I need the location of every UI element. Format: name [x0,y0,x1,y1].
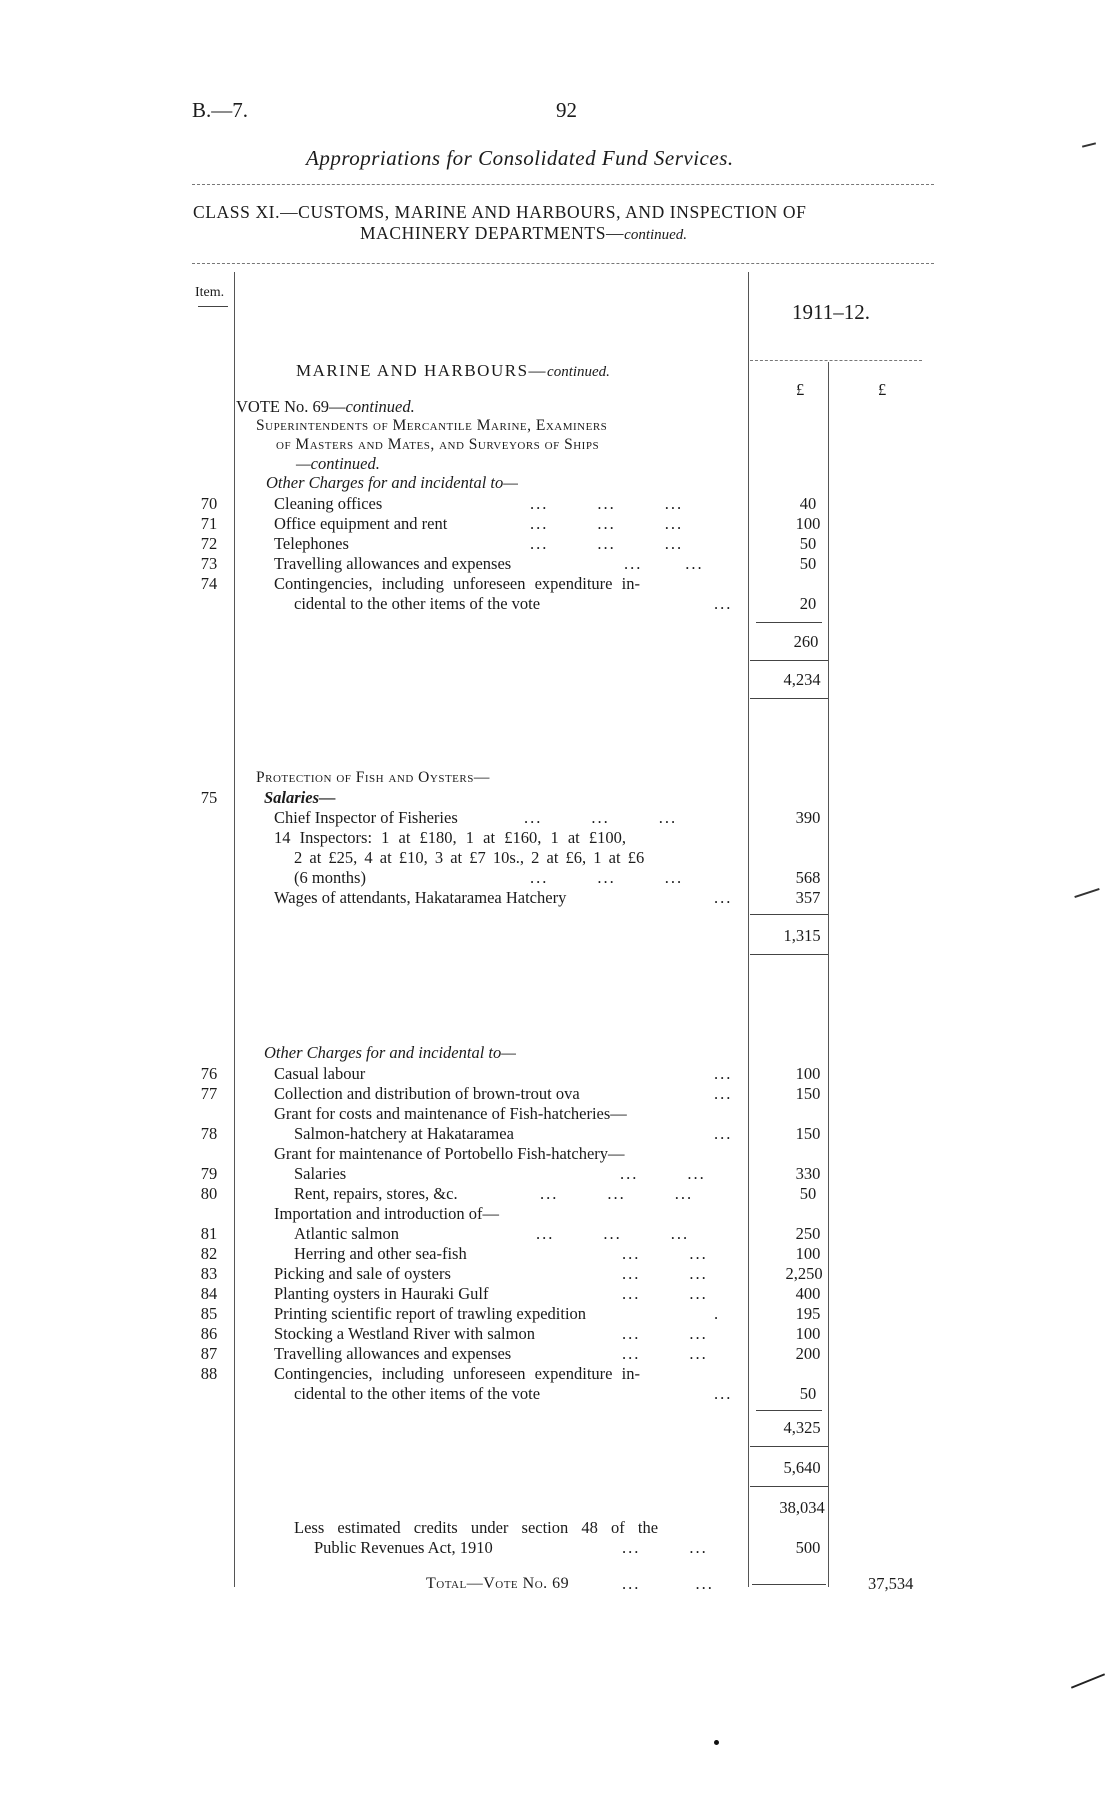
year-column-header: 1911–12. [792,300,870,324]
row-amount: 100 [795,1324,821,1343]
vote-total-label: Total—Vote No. 69 [426,1575,570,1592]
row-amount: 40 [799,494,817,513]
leader-dots: ... ... [624,554,704,573]
other-charges-subtotal-amount: 4,325 [783,1418,821,1437]
item-column-divider [234,272,235,1587]
leader-dots: ... [714,1064,733,1083]
row-description: Office equipment and rent [274,514,448,533]
fish-section-heading: Protection of Fish and Oysters— [256,769,490,786]
subtotal-rule [750,1446,828,1447]
currency-symbol-2: £ [878,380,887,399]
leader-dots: ... ... ... [536,1224,690,1243]
item-number: 85 [200,1304,218,1323]
item-header-rule [198,306,228,307]
subhead-line3: —continued. [296,454,380,473]
page-number: 92 [556,98,577,122]
row-amount: 200 [795,1344,821,1363]
row-description: Collection and distribution of brown-trout ova [274,1084,580,1103]
row-description: Rent, repairs, stores, &c. [294,1184,458,1203]
item-number: 76 [200,1064,218,1083]
item-number: 70 [200,494,218,513]
row-amount: 50 [799,534,817,553]
other-charges-heading-a: Other Charges for and incidental to— [266,473,518,492]
leader-dots: ... ... [620,1164,706,1183]
item-number: 84 [200,1284,218,1303]
subtotal-amount: 260 [793,632,819,651]
importation-heading: Importation and introduction of— [274,1204,499,1223]
vote-heading-text: VOTE No. 69— [236,397,346,416]
class-heading-line1: CLASS XI.—CUSTOMS, MARINE AND HARBOURS, AND INSPECTION OF [193,202,807,222]
row-description: Wages of attendants, Hakataramea Hatchery [274,888,567,907]
subtotal-rule [750,914,828,915]
gross-total-amount: 38,034 [779,1498,825,1517]
item-number: 78 [200,1124,218,1143]
item-number: 80 [200,1184,218,1203]
leader-dots: . [714,1304,721,1323]
row-amount: 100 [795,514,821,533]
row-description: Travelling allowances and expenses [274,554,512,573]
leader-dots: ... ... [622,1324,708,1343]
row-amount: 50 [799,554,817,573]
row-description-continued: cidental to the other items of the vote [294,1384,541,1403]
row-description: Travelling allowances and expenses [274,1344,512,1363]
scan-mark [1082,142,1096,147]
section-heading [296,362,610,380]
leader-dots: ... [714,888,733,907]
row-description: Salaries [294,1164,347,1183]
row-amount: 150 [795,1084,821,1103]
row-amount: 357 [795,888,821,907]
item-number: 86 [200,1324,218,1343]
leader-dots: ... ... ... [530,514,684,533]
row-amount: 390 [795,808,821,827]
subtotal-rule [756,622,822,623]
row-amount: 150 [795,1124,821,1143]
row-description: Cleaning offices [274,494,383,513]
item-number: 71 [200,514,218,533]
row-amount: 400 [795,1284,821,1303]
leader-dots: ... ... [622,1538,708,1557]
item-number: 79 [200,1164,218,1183]
leader-dots: ... [714,594,733,613]
subtotal-rule [756,1410,822,1411]
title-rule [192,184,934,185]
item-number: 73 [200,554,218,573]
document-code: B.—7. [192,98,249,122]
leader-dots: ... ... ... [530,868,684,887]
subhead-line1: Superintendents of Mercantile Marine, Examiners [256,417,608,434]
row-description: Telephones [274,534,349,553]
row-amount: 100 [795,1244,821,1263]
class-rule [192,263,934,264]
row-description: Contingencies, including unforeseen expenditure in- [274,574,640,593]
subtotal-rule [750,1486,828,1487]
less-credits-amount: 500 [795,1538,821,1557]
leader-dots: ... ... [622,1574,714,1593]
less-credits-line2: Public Revenues Act, 1910 [314,1538,493,1557]
row-amount: 50 [799,1384,817,1403]
row-description: Salmon-hatchery at Hakataramea [294,1124,514,1143]
row-amount: 100 [795,1064,821,1083]
class-heading-line2-text: MACHINERY DEPARTMENTS— [360,223,625,243]
row-description: Contingencies, including unforeseen expenditure in- [274,1364,640,1383]
total-rule [752,1584,826,1585]
row-description: Stocking a Westland River with salmon [274,1324,535,1343]
item-number: 82 [200,1244,218,1263]
salaries-subtotal-amount: 1,315 [783,926,821,945]
class-heading-continued: continued. [624,227,688,243]
scan-mark [714,1740,719,1745]
item-number: 81 [200,1224,218,1243]
item-number: 88 [200,1364,218,1383]
item-column-header: Item. [195,285,225,300]
row-description: Chief Inspector of Fisheries [274,808,458,827]
leader-dots: ... ... ... [530,534,684,553]
grant-heading-2: Grant for maintenance of Portobello Fish-hatchery— [274,1144,625,1163]
row-description-continued: (6 months) [294,868,366,887]
salaries-heading: Salaries— [264,788,336,807]
other-charges-heading-b: Other Charges for and incidental to— [264,1043,516,1062]
leader-dots: ... [714,1124,733,1143]
row-amount: 250 [795,1224,821,1243]
row-description: Atlantic salmon [294,1224,399,1243]
less-credits-line1: Less estimated credits under section 48 of the [294,1518,659,1537]
leader-dots: ... ... [622,1284,708,1303]
row-description: Picking and sale of oysters [274,1264,451,1283]
year-header-rule [750,360,922,361]
page-title: Appropriations for Consolidated Fund Services. [306,146,734,170]
vote-subtotal-amount: 4,234 [783,670,821,689]
vote-heading-continued: continued. [345,397,415,416]
item-number: 72 [200,534,218,553]
subhead-line2: of Masters and Mates, and Surveyors of Ships [276,436,600,453]
row-description-continued: 2 at £25, 4 at £10, 3 at £7 10s., 2 at £6, 1 at £6 [294,848,645,867]
row-amount: 568 [795,868,821,887]
vote-total-amount: 37,534 [868,1574,914,1593]
section-heading-text: MARINE AND HARBOURS— [296,361,548,380]
row-amount: 20 [799,594,817,613]
item-number: 77 [200,1084,218,1103]
subtotal-rule [750,954,828,955]
row-description: 14 Inspectors: 1 at £180, 1 at £160, 1 at £100, [274,828,626,847]
row-amount: 330 [795,1164,821,1183]
subtotal-rule [750,698,828,699]
leader-dots: ... ... [622,1344,708,1363]
leader-dots: ... [714,1084,733,1103]
row-description-continued: cidental to the other items of the vote [294,594,541,613]
leader-dots: ... ... ... [540,1184,694,1203]
class-heading-line2 [360,225,687,243]
amount-column-left-divider [748,272,749,1587]
scan-mark [1074,888,1099,898]
item-number: 74 [200,574,218,593]
item-number: 87 [200,1344,218,1363]
subtotal-rule [750,660,828,661]
leader-dots: ... ... ... [530,494,684,513]
leader-dots: ... ... [622,1264,708,1283]
row-amount: 2,250 [785,1264,823,1283]
row-amount: 50 [799,1184,817,1203]
vote-heading [236,399,415,416]
item-number: 75 [200,788,218,807]
currency-symbol-1: £ [796,380,805,399]
row-amount: 195 [795,1304,821,1323]
leader-dots: ... ... [622,1244,708,1263]
row-description: Printing scientific report of trawling expedition [274,1304,587,1323]
scan-mark [1071,1673,1105,1688]
leader-dots: ... ... ... [524,808,678,827]
row-description: Casual labour [274,1064,366,1083]
grant-heading-1: Grant for costs and maintenance of Fish-hatcheries— [274,1104,627,1123]
section-heading-continued: continued. [547,364,610,380]
row-description: Herring and other sea-fish [294,1244,467,1263]
item-number: 83 [200,1264,218,1283]
leader-dots: ... [714,1384,733,1403]
row-description: Planting oysters in Hauraki Gulf [274,1284,489,1303]
fish-section-total-amount: 5,640 [783,1458,821,1477]
